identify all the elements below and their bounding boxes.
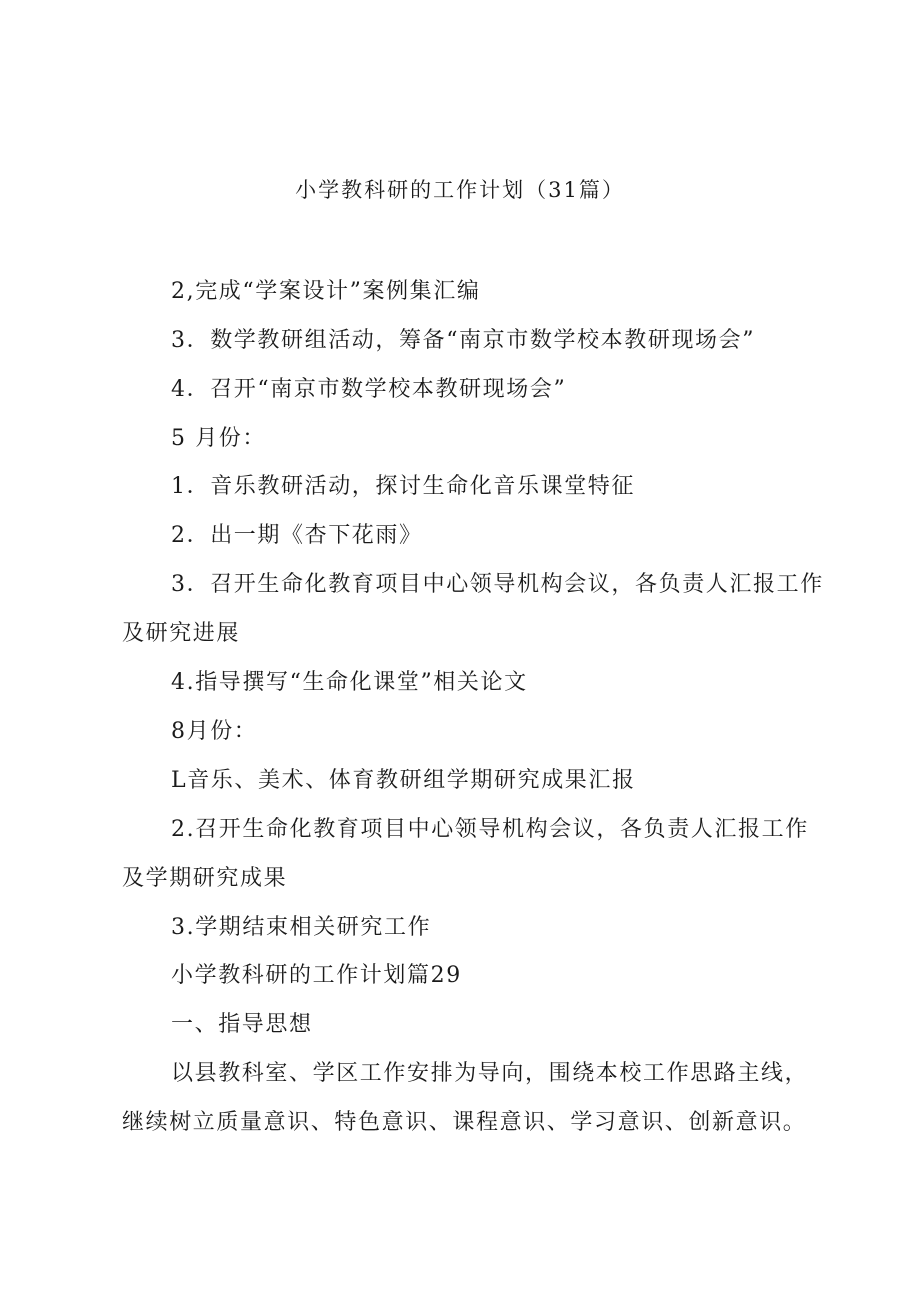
month-heading: 5 月份：	[171, 426, 266, 451]
section-title: 小学教科研的工作计划篇29	[171, 963, 462, 988]
section-heading: 一、指导思想	[171, 1012, 313, 1037]
month-heading: 8月份：	[171, 719, 258, 744]
paragraph-line: 2.召开生命化教育项目中心领导机构会议，各负责人汇报工作	[171, 817, 809, 842]
paragraph-line: 4．召开“南京市数学校本教研现场会”	[171, 377, 567, 402]
paragraph-continuation: 及学期研究成果	[122, 866, 288, 891]
paragraph-line: L音乐、美术、体育教研组学期研究成果汇报	[171, 768, 636, 793]
paragraph-line: 1．音乐教研活动，探讨生命化音乐课堂特征	[171, 474, 635, 499]
paragraph-line: 2,完成“学案设计”案例集汇编	[171, 279, 481, 304]
paragraph-line: 3．数学教研组活动，筹备“南京市数学校本教研现场会”	[171, 328, 756, 353]
paragraph-line: 以县教科室、学区工作安排为导向，围绕本校工作思路主线，	[171, 1061, 809, 1086]
paragraph-line: 4.指导撰写“生命化课堂”相关论文	[171, 670, 528, 695]
document-title: 小学教科研的工作计划（31篇）	[295, 178, 625, 202]
paragraph-line: 3．召开生命化教育项目中心领导机构会议，各负责人汇报工作	[171, 572, 824, 597]
paragraph-line: 2．出一期《杏下花雨》	[171, 523, 423, 548]
paragraph-continuation: 及研究进展	[122, 621, 241, 646]
paragraph-continuation: 继续树立质量意识、特色意识、课程意识、学习意识、创新意识。	[122, 1110, 807, 1135]
paragraph-line: 3.学期结束相关研究工作	[171, 915, 432, 940]
